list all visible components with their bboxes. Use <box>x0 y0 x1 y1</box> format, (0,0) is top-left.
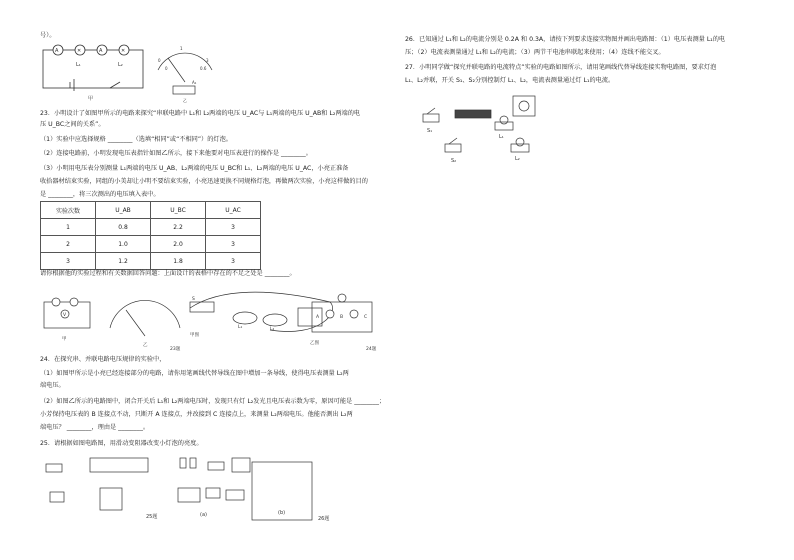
svg-text:1: 1 <box>180 46 183 51</box>
table-header-cell: U_AC <box>206 202 261 219</box>
fig-label-l2-24: L₂ <box>270 327 275 332</box>
svg-text:✕: ✕ <box>77 48 82 54</box>
fig-label-jia: 甲 <box>88 96 94 102</box>
q27-stem-line2: L₁、L₂并联，开关 S₁、S₂分别控制灯 L₁、L₂，电流表测量通过灯 L₁的电流。 <box>405 77 615 84</box>
q26-stem-line2: 压；（2）电流表测量通过 L₁和 L₂的电流；（3）两节干电池串联起来使用；（4）连线不能交叉。 <box>405 49 665 56</box>
q23-stem-line2: 压 U_BC之间的关系”。 <box>40 121 105 128</box>
table-cell: 3 <box>206 236 261 253</box>
fig-label-jia-23: 甲 <box>62 337 67 342</box>
table-cell: 1.0 <box>96 236 151 253</box>
table-row <box>41 253 261 270</box>
fig-label-s2: S₂ <box>451 158 457 164</box>
table-row <box>41 236 261 253</box>
q24-sub2-line1: （2）如图乙所示的电路图中，闭合开关后 L₁和 L₂两端电压时，发现只有灯 L₂发光且电压表示数为零，原因可能是 ________； <box>40 398 386 405</box>
table-cell: 1.8 <box>151 253 206 270</box>
svg-text:0: 0 <box>165 66 168 71</box>
fig-label-a-sub: (a) <box>200 512 207 518</box>
table-cell: 3 <box>206 219 261 236</box>
fig-label-a1: A₁ <box>192 80 197 85</box>
table-cell: 2.2 <box>151 219 206 236</box>
fig-label-c: C <box>364 315 368 320</box>
fig-label-yi-23: 乙 <box>143 343 148 348</box>
table-header-row <box>41 202 261 219</box>
q24-sub2-line3: 端电压？ ________，理由是 ________。 <box>40 424 150 431</box>
q27-stem-line1: 27．小明同学做“探究并联电路的电流特点”实验的电路如图所示，请用笔画线代替导线连接实物电路图，要求灯泡 <box>405 64 717 71</box>
q23-sub3a: （3）小明用电压表分别测量 L₁两端的电压 U_AB、L₂两端的电压 U_BC和 L₁、L₂两端的电压 U_AC，小亮正准备 <box>40 165 349 172</box>
fig-23-24-circuits <box>40 288 385 354</box>
svg-text:A: A <box>99 48 103 54</box>
fig-label-l1: L₁ <box>76 62 81 68</box>
table-cell: 3 <box>41 253 96 270</box>
fig-label-l2-27: L₂ <box>515 156 520 162</box>
fig-label-l1-27: L₁ <box>499 134 504 140</box>
table-cell: 0.8 <box>96 219 151 236</box>
fig-label-s1: S₁ <box>427 128 433 134</box>
q24-stem: 24．在探究串、并联电路电压规律的实验中， <box>40 356 166 363</box>
table-header-cell: U_AB <box>96 202 151 219</box>
table-cell: 2 <box>41 236 96 253</box>
q23-stem-line1: 23．小明设计了如图甲所示的电路来探究“串联电路中 L₁和 L₂两端的电压 U_AC与 L₁两端的电压 U_AB和 L₂两端的电 <box>40 110 361 117</box>
svg-text:3: 3 <box>206 58 209 63</box>
fig-label-q26: 26题 <box>318 516 330 522</box>
fig-25-26-apparatus <box>40 452 340 524</box>
q23-data-table <box>40 201 261 270</box>
q25-stem: 25．请根据如图电路图，用滑动变阻器改变小灯泡的亮度。 <box>40 440 203 447</box>
svg-text:0: 0 <box>158 58 161 63</box>
fig-label-q23: 23题 <box>170 347 181 352</box>
table-cell: 1 <box>41 219 96 236</box>
fig-label-b: B <box>340 315 344 320</box>
q23-sub2: （2）连接电路前，小明发现电压表指针如图乙所示，接下来他要对电压表进行的操作是 ________。 <box>40 150 312 157</box>
q22-tail-text: 号）。 <box>40 32 56 39</box>
fig-label-q24: 24题 <box>366 347 377 352</box>
fig-label-yi: 乙 <box>183 98 187 103</box>
fig-label-v: V <box>63 313 67 318</box>
table-cell: 1.2 <box>96 253 151 270</box>
q23-sub1: （1）实验中应选择规格 ________（选填“相同”或“不相同”）的灯泡。 <box>40 136 232 143</box>
fig-label-l1-24: L₁ <box>238 325 243 330</box>
fig-label-b-sub: (b) <box>278 510 286 516</box>
table-header-cell: 实验次数 <box>41 202 96 219</box>
fig-label-q25: 25题 <box>146 514 158 520</box>
fig-label-s: S <box>192 297 195 302</box>
fig-27-apparatus <box>415 92 555 180</box>
q24-sub2-line2: 小芳保持电压表的 B 连接点不动，只断开 A 连接点，并改接到 C 连接点上，来测量 L₂两端电压。他能否测出 L₂两 <box>40 411 353 418</box>
fig-label-a: A <box>316 315 320 320</box>
svg-text:✕: ✕ <box>121 48 126 54</box>
q23-sub3b: 收拾器材结束实验，同组的小美却让小明不要结束实验，小亮迅速更换不同规格灯泡，再做两次实验，小亮这样做的目的 <box>40 178 368 185</box>
svg-text:0.6: 0.6 <box>200 66 207 71</box>
q26-stem-line1: 26．已知通过 L₁和 L₂的电流分别是 0.2A 和 0.3A，请按下列要求连接实物图并画出电路图：（1）电压表测量 L₁的电 <box>405 36 726 43</box>
fig-label-yi-tu: 乙图 <box>310 341 319 346</box>
table-header-cell: U_BC <box>151 202 206 219</box>
q23-after-table: 请你根据他的实验过程和有关数据回答问题：上面设计的表格中存在的不足之处是 ________。 <box>40 270 296 277</box>
fig-label-l2: L₂ <box>118 62 123 68</box>
fig-label-jia-tu: 甲图 <box>190 333 199 338</box>
table-cell: 3 <box>206 253 261 270</box>
table-row <box>41 219 261 236</box>
q23-sub3c: 是 ________，将三次测出的电压填入表中。 <box>40 191 160 198</box>
table-cell: 2.0 <box>151 236 206 253</box>
fig-22-circuit <box>40 42 220 104</box>
svg-text:A: A <box>55 48 59 54</box>
q24-sub1-line2: 端电压。 <box>40 382 65 389</box>
q24-sub1-line1: （1）如图甲所示是小亮已经连接部分的电路，请你用笔画线代替导线在图中增加一条导线，使得电压表测量 L₂两 <box>40 370 349 377</box>
